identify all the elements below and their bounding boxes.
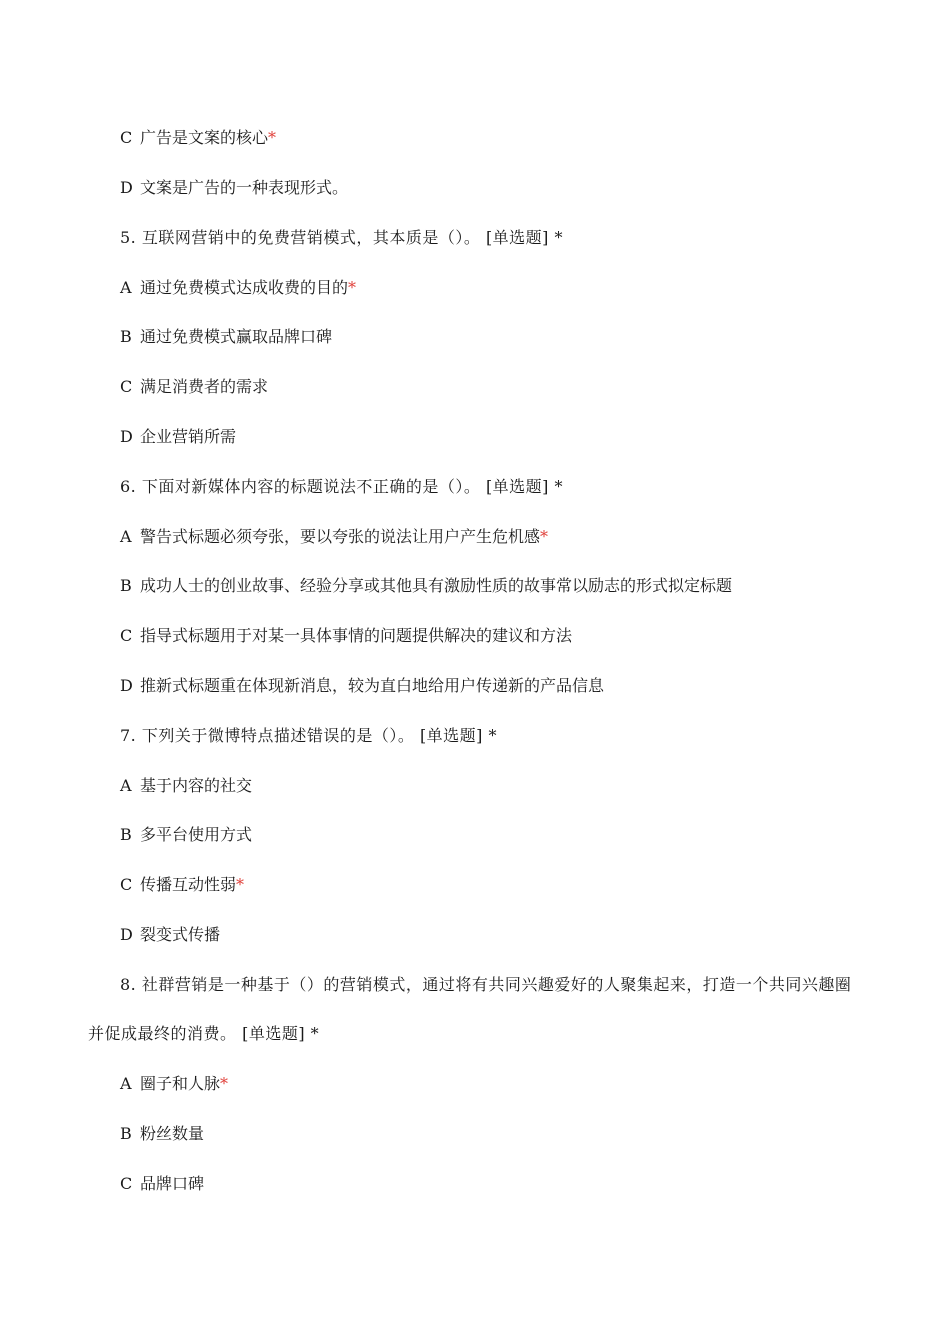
option-b bbox=[120, 327, 332, 347]
option-c bbox=[120, 128, 276, 148]
option-text: 品牌口碑 bbox=[140, 1174, 205, 1193]
option-d bbox=[120, 925, 220, 945]
option-text: 推新式标题重在体现新消息，较为直白地给用户传递新的产品信息 bbox=[140, 676, 605, 695]
option-letter: A bbox=[120, 1074, 132, 1093]
option-letter: B bbox=[120, 576, 132, 595]
option-text: 企业营销所需 bbox=[140, 427, 237, 446]
option-text: 指导式标题用于对某一具体事情的问题提供解决的建议和方法 bbox=[140, 626, 573, 645]
option-text: 多平台使用方式 bbox=[140, 825, 253, 844]
option-letter: D bbox=[120, 925, 133, 944]
question-6: 6. 下面对新媒体内容的标题说法不正确的是（）。 [单选题] * bbox=[120, 477, 564, 496]
correct-answer-mark: * bbox=[220, 1074, 229, 1093]
option-a bbox=[120, 278, 356, 298]
option-c bbox=[120, 875, 244, 895]
option-b bbox=[120, 825, 252, 845]
option-letter: C bbox=[120, 128, 133, 147]
option-c bbox=[120, 1174, 204, 1194]
option-text: 通过免费模式达成收费的目的 bbox=[140, 278, 349, 297]
option-text: 传播互动性弱 bbox=[140, 875, 237, 894]
option-d bbox=[120, 676, 604, 696]
option-letter: C bbox=[120, 377, 133, 396]
correct-answer-mark: * bbox=[540, 527, 549, 546]
option-letter: D bbox=[120, 676, 133, 695]
option-letter: A bbox=[120, 278, 132, 297]
option-b bbox=[120, 576, 732, 596]
option-letter: B bbox=[120, 1124, 132, 1143]
option-letter: D bbox=[120, 178, 133, 197]
correct-answer-mark: * bbox=[268, 128, 277, 147]
option-text: 通过免费模式赢取品牌口碑 bbox=[140, 327, 333, 346]
question-8: 8. 社群营销是一种基于（）的营销模式，通过将有共同兴趣爱好的人聚集起来，打造一个共同兴趣圈 bbox=[120, 975, 852, 994]
option-text: 裂变式传播 bbox=[140, 925, 221, 944]
option-c bbox=[120, 377, 268, 397]
correct-answer-mark: * bbox=[236, 875, 245, 894]
option-d bbox=[120, 178, 348, 198]
option-letter: D bbox=[120, 427, 133, 446]
option-d bbox=[120, 427, 236, 447]
option-letter: C bbox=[120, 626, 133, 645]
option-a bbox=[120, 1074, 228, 1094]
option-text: 满足消费者的需求 bbox=[140, 377, 269, 396]
option-letter: A bbox=[120, 776, 132, 795]
question-8-continued: 并促成最终的消费。 [单选题] * bbox=[88, 1024, 320, 1043]
option-text: 成功人士的创业故事、经验分享或其他具有激励性质的故事常以励志的形式拟定标题 bbox=[140, 576, 733, 595]
option-c bbox=[120, 626, 572, 646]
question-5: 5. 互联网营销中的免费营销模式，其本质是（）。 [单选题] * bbox=[120, 228, 564, 247]
correct-answer-mark: * bbox=[348, 278, 357, 297]
option-text: 警告式标题必须夸张，要以夸张的说法让用户产生危机感 bbox=[140, 527, 541, 546]
option-text: 文案是广告的一种表现形式。 bbox=[140, 178, 349, 197]
option-text: 广告是文案的核心 bbox=[140, 128, 269, 147]
option-text: 圈子和人脉 bbox=[140, 1074, 221, 1093]
option-letter: C bbox=[120, 875, 133, 894]
option-a bbox=[120, 527, 548, 547]
option-letter: B bbox=[120, 825, 132, 844]
option-letter: C bbox=[120, 1174, 133, 1193]
option-letter: A bbox=[120, 527, 132, 546]
option-text: 粉丝数量 bbox=[140, 1124, 205, 1143]
option-a bbox=[120, 776, 252, 796]
option-letter: B bbox=[120, 327, 132, 346]
option-text: 基于内容的社交 bbox=[140, 776, 253, 795]
option-b bbox=[120, 1124, 204, 1144]
question-7: 7. 下列关于微博特点描述错误的是（）。 [单选题] * bbox=[120, 726, 498, 745]
